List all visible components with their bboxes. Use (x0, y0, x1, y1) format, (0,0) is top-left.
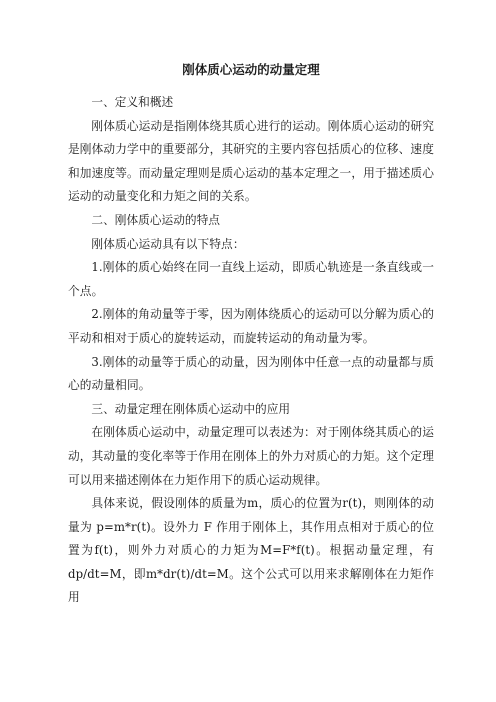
list-item-2: 2.刚体的角动量等于零，因为刚体绕质心的运动可以分解为质心的平动和相对于质心的旋转运动，而旋转运动的角动量为零。 (68, 307, 434, 345)
section-heading-definition: 一、定义和概述 (91, 95, 174, 109)
list-item-1: 1.刚体的质心始终在同一直线上运动，即质心轨迹是一条直线或一个点。 (68, 260, 434, 298)
paragraph-definition: 刚体质心运动是指刚体绕其质心进行的运动。刚体质心运动的研究是刚体动力学中的重要部分，其研究的主要内容包括质心的位移、速度和加速度等。而动量定理则是质心运动的基本定理之一，用于描述质心运动的动量变化和力矩之间的关系。 (68, 118, 434, 204)
paragraph-derivation: 具体来说，假设刚体的质量为m，质心的位置为r(t)，则刚体的动量为 p=m*r(t)。设外力 F 作用于刚体上，其作用点相对于质心的位置为f(t)，则外力对质心的力矩为M=F*f(t)。根据动量定理，有dp/dt=M，即m*dr(t)/dt=M。这个公式可以用来求解刚体在力矩作用 (68, 496, 434, 605)
list-item-3: 3.刚体的动量等于质心的动量，因为刚体中任意一点的动量都与质心的动量相同。 (68, 354, 434, 393)
section-heading-characteristics: 二、刚体质心运动的特点 (91, 212, 220, 227)
paragraph-characteristics-intro: 刚体质心运动具有以下特点： (91, 236, 245, 251)
section-heading-application: 三、动量定理在刚体质心运动中的应用 (91, 401, 291, 416)
document-title: 刚体质心运动的动量定理 (182, 62, 320, 77)
paragraph-application: 在刚体质心运动中，动量定理可以表述为：对于刚体绕其质心的运动，其动量的变化率等于作用在刚体上的外力对质心的力矩。这个定理可以用来描述刚体在力矩作用下的质心运动规律。 (68, 425, 434, 487)
